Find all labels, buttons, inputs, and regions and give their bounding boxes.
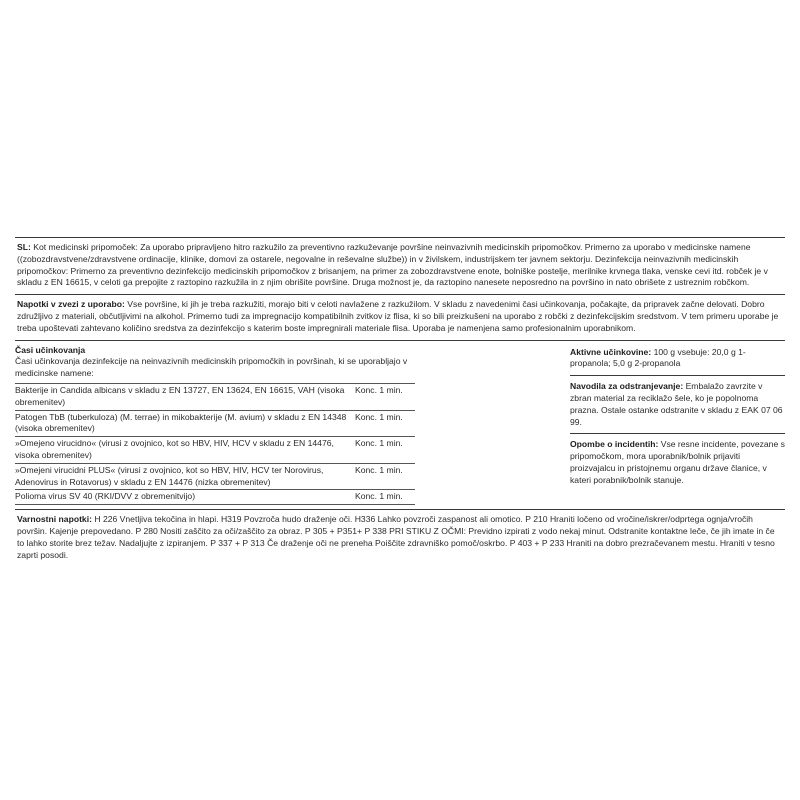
time-cell: Konc. 1 min.: [355, 491, 403, 502]
organism-cell: Bakterije in Candida albicans v skladu z EN 13727, EN 13624, EN 16615, VAH (visoka obremenitev): [15, 384, 345, 407]
active-paragraph: [570, 347, 785, 371]
safety-text: H 226 Vnetljiva tekočina in hlapi. H319 Povzroča hudo draženje oči. H336 Lahko povzroči zaspanost ali omotico. P 210 Hraniti ločeno od vročine/iskrer/odprtega ognja/vročih površin. Kajenje prepovedano. P 280 Nositi zaščito za oči/zaščito za obraz. P 305 + P351+ P 338 PRI STIKU Z OČMI: Previdno izpirati z vodo nekaj minut. Odstranite kontaktne leče, če jih imate in če to lahko storite brez težav. Nadaljujte z izpiranjem. P 337 + P 313 Če draženje oči ne preneha Poiščite zdravniško pomoč/oskrbo. P 403 + P 233 Hraniti na dobro prezračevanem mestu. Hraniti v tesno zaprti posodi.: [17, 514, 775, 560]
organism-cell: Polioma virus SV 40 (RKI/DVV z obremenitvijo): [15, 491, 196, 502]
time-cell: Konc. 1 min.: [355, 411, 403, 422]
label-document: [15, 237, 785, 566]
disposal-text: Embalažo zavrzite v zbran material za reciklažo šele, ko je popolnoma prazna. Ostale ostanke odstranite v skladu z EAK 07 06 99.: [570, 381, 783, 427]
usage-text: Vse površine, ki jih je treba razkužiti, morajo biti v celoti navlažene z razkužilom. V skladu z navedenimi časi učinkovanja, počakajte, da pripravek začne delovati. Dobro združljivo z materiali, občutljivimi na alkohol. Primerno tudi za impregnacijo kompatibilnih zvitkov iz flisa, ki so bili preizkušeni na uporabo z robčki z dezinfekcijskim sredstvom. V tem primeru uporabe je treba upoštevati zahtevano količino sredstva za dezinfekcijo s katerim boste impregnirali materiale flisa. Uporaba je namenjena samo profesionalnim uporabnikom.: [17, 299, 779, 333]
contact-times-title: Časi učinkovanja: [15, 344, 86, 355]
contact-times-table: [15, 345, 415, 506]
usage-paragraph: [17, 299, 783, 334]
incidents-paragraph: [570, 439, 785, 486]
usage-section: [15, 295, 785, 339]
disposal-instructions: [570, 379, 785, 434]
contact-times-intro: Časi učinkovanja dezinfekcije na neinvazivnih medicinskih pripomočkih in površinah, ki se uporabljajo v medicinske namene:: [15, 356, 415, 384]
table-row: [15, 411, 415, 438]
table-row: [15, 384, 415, 411]
organism-cell: »Omejeno virucidno« (virusi z ovojnico, kot so HBV, HIV, HCV v skladu z EN 14476, visoka obremenitev): [15, 438, 334, 460]
info-columns: [15, 341, 785, 506]
safety-section: [15, 510, 785, 566]
disposal-paragraph: [570, 381, 785, 428]
active-label: Aktivne učinkovine:: [570, 346, 652, 357]
time-cell: Konc. 1 min.: [355, 464, 403, 475]
usage-label: Napotki v zvezi z uporabo:: [17, 299, 125, 310]
incidents-text: Vse resne incidente, povezane s pripomočkom, mora uporabnik/bolnik prijaviti proizvajalcu in pristojnemu organu države članice, v kateri porabnik/bolnik stanuje.: [570, 439, 785, 485]
table-row: [15, 490, 415, 505]
table-row: [15, 464, 415, 491]
sl-text: Kot medicinski pripomoček: Za uporabo pripravljeno hitro razkužilo za preventivno razkuževanje površine neinvazivnih medicinskih pripomočkov. Primerno za uporabo v medicinske namene ((zobozdravstvene/zdravstvene ordinacije, klinike, domovi za ostarele, negovalne in reševalne službe)) in v živilskem, industrijskem ter javnem sektorju. Dezinfekcija neinvazivnih medicinskih pripomočkov: Primerno za preventivno dezinfekcijo medicinskih pripomočkov z brisanjem, na primer za zobozdravstvene enote, bolniške postelje, merilnike krvnega tlaka, venske cevi itd. robček je v skladu z EN 16615, v celoti ga prepojite z raztopino razkužila in z njim obrišite površine. Druga možnost je, da raztopino nanesete neposredno na površino in nato obrišete z ustreznim robčkom.: [17, 242, 768, 288]
incident-notes: [570, 437, 785, 491]
sl-section: [15, 238, 785, 294]
active-ingredients: [570, 345, 785, 377]
disposal-label: Navodila za odstranjevanje:: [570, 381, 684, 392]
info-sidebar: [570, 345, 785, 506]
organism-cell: Patogen TbB (tuberkuloza) (M. terrae) in mikobakterije (M. avium) v skladu z EN 14348 (visoka obremenitev): [15, 411, 347, 434]
time-cell: Konc. 1 min.: [355, 384, 403, 395]
active-text: 100 g vsebuje: 20,0 g 1-propanola; 5,0 g 2-propanola: [570, 346, 746, 369]
safety-paragraph: [17, 514, 783, 561]
organism-cell: »Omejeni virucidni PLUS« (virusi z ovojnico, kot so HBV, HIV, HCV ter Norovirus, Adenovirus in Rotavorus) v skladu z EN 14476 (nizka obremenitev): [15, 464, 324, 487]
table-row: [15, 437, 415, 464]
safety-label: Varnostni napotki:: [17, 514, 92, 525]
sl-label: SL:: [17, 242, 31, 252]
sl-paragraph: [17, 242, 783, 289]
time-cell: Konc. 1 min.: [355, 438, 403, 449]
incidents-label: Opombe o incidentih:: [570, 439, 659, 450]
